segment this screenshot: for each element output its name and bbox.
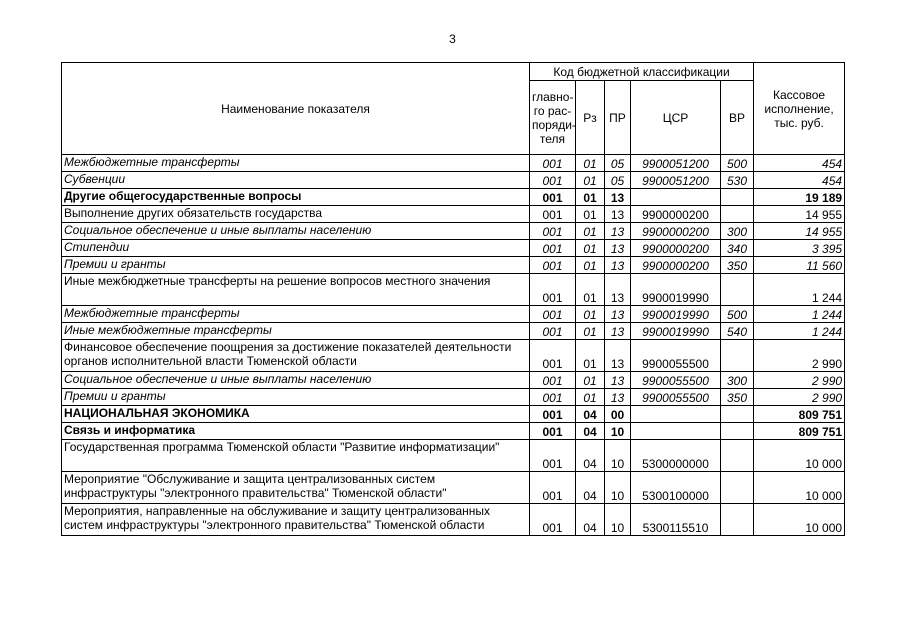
table-row	[62, 372, 845, 389]
cell-sum: 454	[754, 155, 845, 172]
header-name: Наименование показателя	[62, 63, 530, 155]
cell-admin: 001	[530, 240, 576, 257]
cell-csr: 9900000200	[631, 257, 721, 274]
cell-pr: 10	[605, 423, 631, 440]
cell-pr: 13	[605, 240, 631, 257]
cell-name: Субвенции	[62, 172, 530, 189]
cell-vr	[721, 340, 754, 372]
cell-name: Мероприятие "Обслуживание и защита централизованных систем инфраструктуры "электронного правительства" Тюменской области"	[62, 472, 530, 504]
cell-name: Финансовое обеспечение поощрения за достижение показателей деятельности органов исполнительной власти Тюменской области	[62, 340, 530, 372]
cell-sum: 2 990	[754, 372, 845, 389]
cell-pr: 13	[605, 306, 631, 323]
cell-vr: 530	[721, 172, 754, 189]
cell-admin: 001	[530, 172, 576, 189]
cell-csr: 5300115510	[631, 504, 721, 536]
cell-rz: 01	[576, 155, 605, 172]
table-row	[62, 274, 845, 306]
budget-table	[61, 62, 845, 536]
cell-pr: 13	[605, 389, 631, 406]
cell-rz: 01	[576, 172, 605, 189]
cell-admin: 001	[530, 223, 576, 240]
table-row	[62, 155, 845, 172]
cell-vr	[721, 423, 754, 440]
cell-sum: 809 751	[754, 406, 845, 423]
header-admin: главно-го рас-поряди-теля	[530, 81, 576, 155]
cell-rz: 01	[576, 323, 605, 340]
cell-rz: 01	[576, 372, 605, 389]
cell-name: Выполнение других обязательств государства	[62, 206, 530, 223]
cell-admin: 001	[530, 274, 576, 306]
cell-rz: 01	[576, 189, 605, 206]
cell-rz: 04	[576, 504, 605, 536]
cell-pr: 13	[605, 189, 631, 206]
cell-rz: 04	[576, 406, 605, 423]
cell-rz: 04	[576, 472, 605, 504]
cell-vr	[721, 472, 754, 504]
cell-rz: 04	[576, 440, 605, 472]
cell-rz: 01	[576, 257, 605, 274]
cell-rz: 01	[576, 223, 605, 240]
cell-admin: 001	[530, 406, 576, 423]
cell-rz: 01	[576, 240, 605, 257]
cell-pr: 13	[605, 257, 631, 274]
table-row	[62, 257, 845, 274]
cell-csr: 9900051200	[631, 172, 721, 189]
cell-pr: 05	[605, 155, 631, 172]
cell-sum: 2 990	[754, 340, 845, 372]
table-row	[62, 172, 845, 189]
cell-name: Другие общегосударственные вопросы	[62, 189, 530, 206]
cell-sum: 2 990	[754, 389, 845, 406]
cell-name: Мероприятия, направленные на обслуживание и защиту централизованных систем инфраструктуры "электронного правительства" Тюменской области	[62, 504, 530, 536]
table-row	[62, 340, 845, 372]
cell-csr: 9900055500	[631, 389, 721, 406]
cell-vr: 500	[721, 306, 754, 323]
cell-admin: 001	[530, 257, 576, 274]
table-row	[62, 440, 845, 472]
cell-admin: 001	[530, 389, 576, 406]
cell-name: НАЦИОНАЛЬНАЯ ЭКОНОМИКА	[62, 406, 530, 423]
cell-name: Социальное обеспечение и иные выплаты населению	[62, 223, 530, 240]
cell-csr: 5300100000	[631, 472, 721, 504]
cell-vr: 350	[721, 257, 754, 274]
cell-admin: 001	[530, 472, 576, 504]
cell-vr	[721, 504, 754, 536]
cell-sum: 11 560	[754, 257, 845, 274]
header-pr: ПР	[605, 81, 631, 155]
cell-sum: 14 955	[754, 223, 845, 240]
cell-csr: 9900000200	[631, 206, 721, 223]
cell-name: Премии и гранты	[62, 389, 530, 406]
cell-csr: 9900051200	[631, 155, 721, 172]
cell-sum: 10 000	[754, 504, 845, 536]
cell-sum: 1 244	[754, 323, 845, 340]
cell-pr: 00	[605, 406, 631, 423]
cell-admin: 001	[530, 372, 576, 389]
cell-vr	[721, 206, 754, 223]
cell-vr	[721, 440, 754, 472]
cell-pr: 10	[605, 504, 631, 536]
header-vr: ВР	[721, 81, 754, 155]
table-row	[62, 189, 845, 206]
cell-name: Связь и информатика	[62, 423, 530, 440]
cell-rz: 01	[576, 206, 605, 223]
table-row	[62, 306, 845, 323]
cell-pr: 13	[605, 274, 631, 306]
cell-vr	[721, 189, 754, 206]
cell-admin: 001	[530, 340, 576, 372]
cell-admin: 001	[530, 306, 576, 323]
cell-sum: 1 244	[754, 274, 845, 306]
cell-csr: 5300000000	[631, 440, 721, 472]
cell-pr: 13	[605, 340, 631, 372]
cell-vr: 350	[721, 389, 754, 406]
cell-admin: 001	[530, 155, 576, 172]
cell-csr: 9900019990	[631, 306, 721, 323]
cell-vr: 300	[721, 372, 754, 389]
cell-rz: 04	[576, 423, 605, 440]
cell-name: Иные межбюджетные трансферты	[62, 323, 530, 340]
header-csr: ЦСР	[631, 81, 721, 155]
header-code-group: Код бюджетной классификации	[530, 63, 754, 81]
table-row	[62, 206, 845, 223]
cell-sum: 3 395	[754, 240, 845, 257]
cell-rz: 01	[576, 340, 605, 372]
cell-csr	[631, 423, 721, 440]
cell-vr	[721, 406, 754, 423]
cell-csr: 9900000200	[631, 223, 721, 240]
cell-sum: 454	[754, 172, 845, 189]
cell-csr: 9900055500	[631, 372, 721, 389]
cell-pr: 05	[605, 172, 631, 189]
cell-name: Стипендии	[62, 240, 530, 257]
header-rz: Рз	[576, 81, 605, 155]
cell-sum: 14 955	[754, 206, 845, 223]
table-row	[62, 389, 845, 406]
cell-name: Социальное обеспечение и иные выплаты населению	[62, 372, 530, 389]
cell-name: Межбюджетные трансферты	[62, 306, 530, 323]
cell-admin: 001	[530, 504, 576, 536]
table-row	[62, 223, 845, 240]
cell-pr: 10	[605, 472, 631, 504]
cell-pr: 13	[605, 223, 631, 240]
cell-rz: 01	[576, 274, 605, 306]
table-row	[62, 472, 845, 504]
cell-csr: 9900055500	[631, 340, 721, 372]
table-body	[62, 155, 845, 536]
cell-csr: 9900019990	[631, 274, 721, 306]
cell-sum: 809 751	[754, 423, 845, 440]
cell-sum: 10 000	[754, 472, 845, 504]
cell-pr: 13	[605, 323, 631, 340]
cell-rz: 01	[576, 306, 605, 323]
cell-sum: 19 189	[754, 189, 845, 206]
table-row	[62, 423, 845, 440]
cell-name: Иные межбюджетные трансферты на решение вопросов местного значения	[62, 274, 530, 306]
table-row	[62, 406, 845, 423]
cell-csr: 9900000200	[631, 240, 721, 257]
table-row	[62, 504, 845, 536]
cell-name: Премии и гранты	[62, 257, 530, 274]
cell-vr: 500	[721, 155, 754, 172]
table-row	[62, 323, 845, 340]
cell-vr: 340	[721, 240, 754, 257]
cell-name: Государственная программа Тюменской области "Развитие информатизации"	[62, 440, 530, 472]
cell-name: Межбюджетные трансферты	[62, 155, 530, 172]
cell-admin: 001	[530, 423, 576, 440]
page-number: 3	[449, 32, 456, 46]
cell-admin: 001	[530, 440, 576, 472]
cell-vr: 540	[721, 323, 754, 340]
header-sum: Кассовое исполнение, тыс. руб.	[754, 63, 845, 155]
cell-vr	[721, 274, 754, 306]
cell-sum: 10 000	[754, 440, 845, 472]
cell-pr: 10	[605, 440, 631, 472]
cell-admin: 001	[530, 206, 576, 223]
cell-admin: 001	[530, 189, 576, 206]
cell-pr: 13	[605, 372, 631, 389]
cell-vr: 300	[721, 223, 754, 240]
cell-csr	[631, 189, 721, 206]
cell-csr	[631, 406, 721, 423]
cell-pr: 13	[605, 206, 631, 223]
cell-csr: 9900019990	[631, 323, 721, 340]
cell-admin: 001	[530, 323, 576, 340]
cell-sum: 1 244	[754, 306, 845, 323]
cell-rz: 01	[576, 389, 605, 406]
table-row	[62, 240, 845, 257]
